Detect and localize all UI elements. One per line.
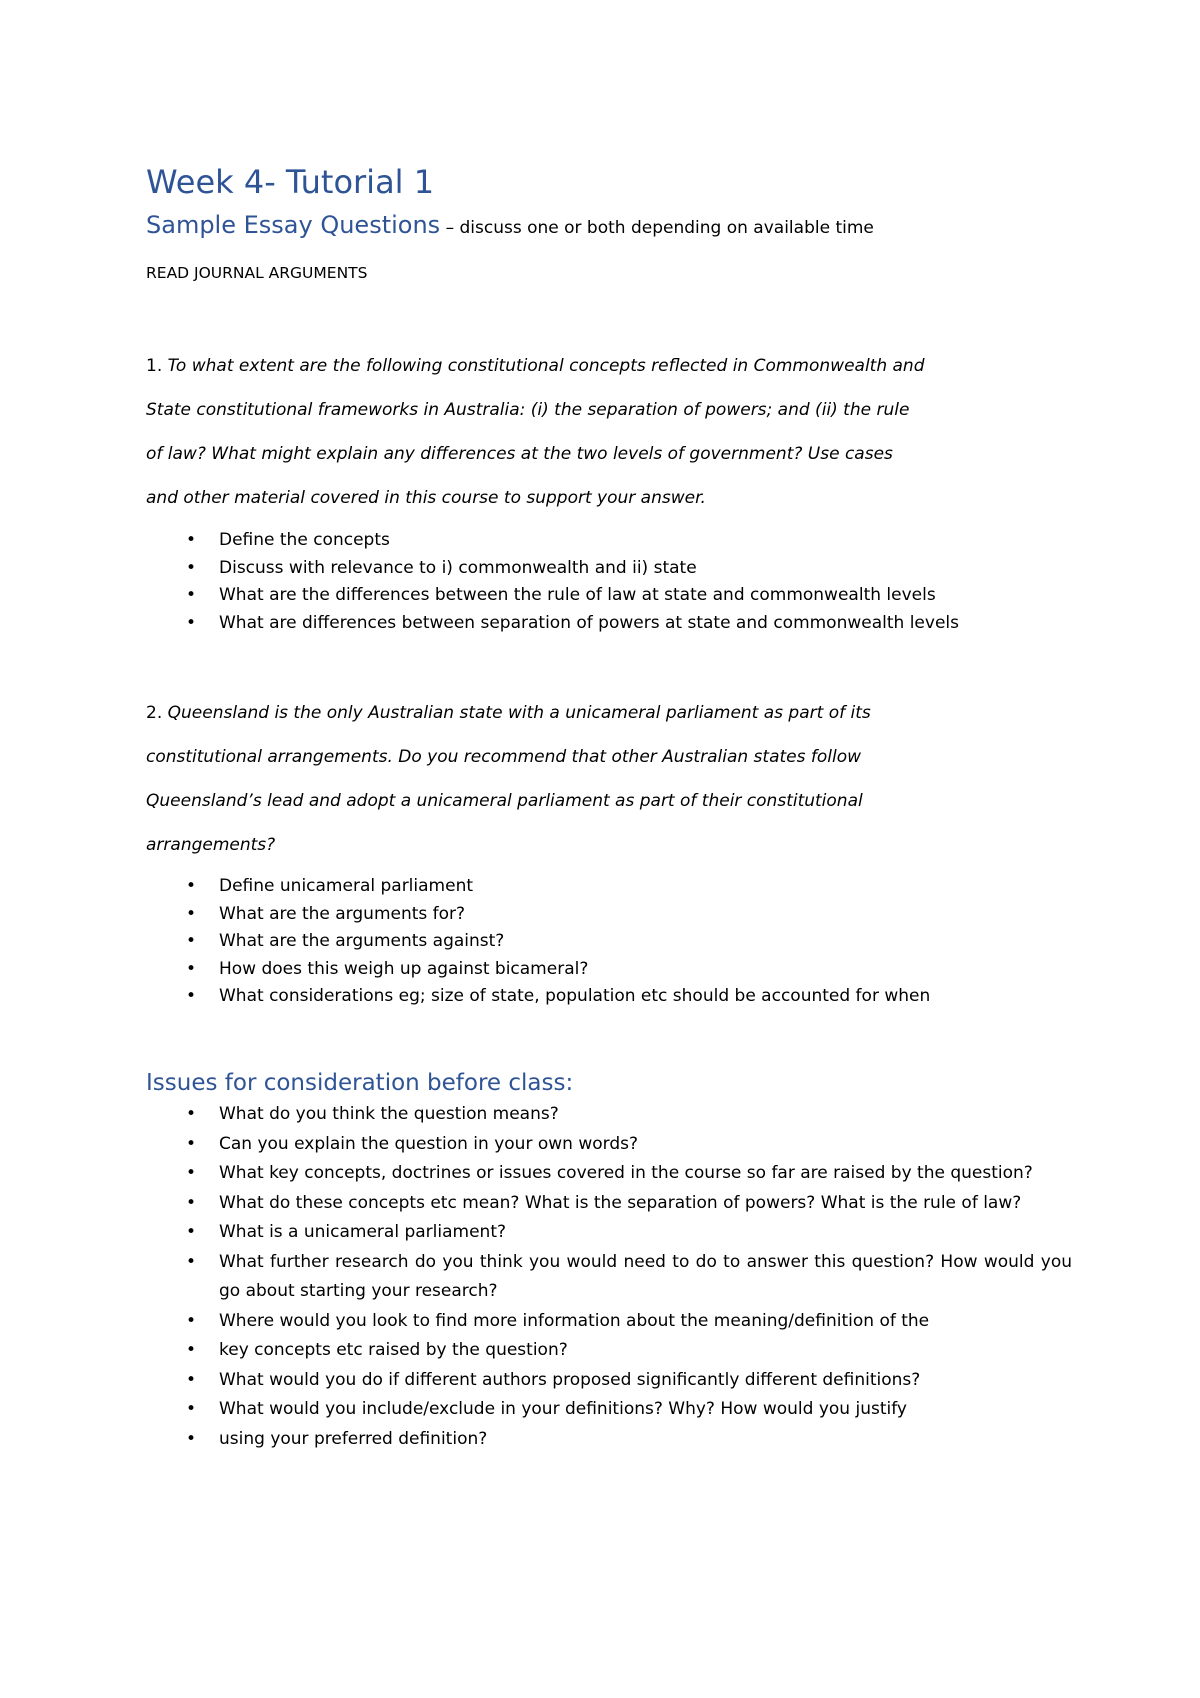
- list-item: • Define the concepts: [186, 530, 390, 550]
- list-item: • What would you do if different authors proposed significantly different definitions?: [186, 1369, 921, 1390]
- list-item: • What are the arguments for?: [186, 903, 466, 924]
- list-item: • Define unicameral parliament: [186, 876, 474, 896]
- list-item: • What do these concepts etc mean? What is the separation of powers? What is the rule of law?: [186, 1192, 1022, 1213]
- list-item: • What key concepts, doctrines or issues covered in the course so far are raised by the question?: [186, 1163, 1033, 1183]
- question-1-line: State constitutional frameworks in Australia: (i) the separation of powers; and (ii) the rule: [146, 400, 910, 420]
- list-item: • What are differences between separation of powers at state and commonwealth levels: [186, 612, 959, 633]
- list-item: • key concepts etc raised by the question?: [186, 1340, 568, 1360]
- subtitle-heading: Sample Essay Questions: [146, 211, 441, 239]
- question-1: [146, 344, 976, 520]
- question-2: [146, 691, 976, 867]
- question-2-line: 2. Queensland is the only Australian state with a unicameral parliament as part of its: [146, 703, 871, 723]
- list-item: • Discuss with relevance to i) commonwealth and ii) state: [186, 557, 697, 578]
- list-item: • What would you include/exclude in your definitions? Why? How would you justify: [186, 1399, 907, 1419]
- list-item: • Can you explain the question in your own words?: [186, 1133, 638, 1154]
- list-item: • What further research do you think you would need to do to answer this question? How would you go about starting your research?: [186, 1251, 1072, 1301]
- subtitle: [146, 213, 874, 237]
- question-2-line: constitutional arrangements. Do you recommend that other Australian states follow: [146, 747, 862, 767]
- question-1-line: 1. To what extent are the following constitutional concepts reflected in Commonwealth and: [146, 356, 925, 376]
- list-item: • What considerations eg; size of state, population etc should be accounted for when: [186, 986, 931, 1006]
- question-2-line: arrangements?: [146, 835, 276, 855]
- list-item: • What are the arguments against?: [186, 931, 505, 951]
- question-1-number: 1.: [146, 356, 163, 376]
- list-item: • using your preferred definition?: [186, 1428, 488, 1449]
- list-item: • What are the differences between the rule of law at state and commonwealth levels: [186, 585, 936, 605]
- question-1-bullets: [146, 527, 1072, 637]
- question-2-number: 2.: [146, 703, 163, 723]
- list-item: • Where would you look to find more information about the meaning/definition of the: [186, 1310, 930, 1331]
- question-1-line: and other material covered in this course to support your answer.: [146, 488, 706, 508]
- question-2-bullets: [146, 873, 1072, 1011]
- list-item: • What is a unicameral parliament?: [186, 1222, 507, 1242]
- read-journal-note: READ JOURNAL ARGUMENTS: [146, 264, 368, 282]
- list-item: • How does this weigh up against bicameral?: [186, 958, 589, 979]
- issues-list: [146, 1100, 1072, 1454]
- question-1-line: of law? What might explain any differences at the two levels of government? Use cases: [146, 444, 893, 464]
- subtitle-note: – discuss one or both depending on available time: [440, 218, 874, 238]
- list-item: • What do you think the question means?: [186, 1104, 559, 1124]
- issues-heading: Issues for consideration before class:: [146, 1070, 574, 1096]
- page-title: Week 4- Tutorial 1: [146, 163, 435, 201]
- question-2-line: Queensland’s lead and adopt a unicameral parliament as part of their constitutional: [146, 791, 863, 811]
